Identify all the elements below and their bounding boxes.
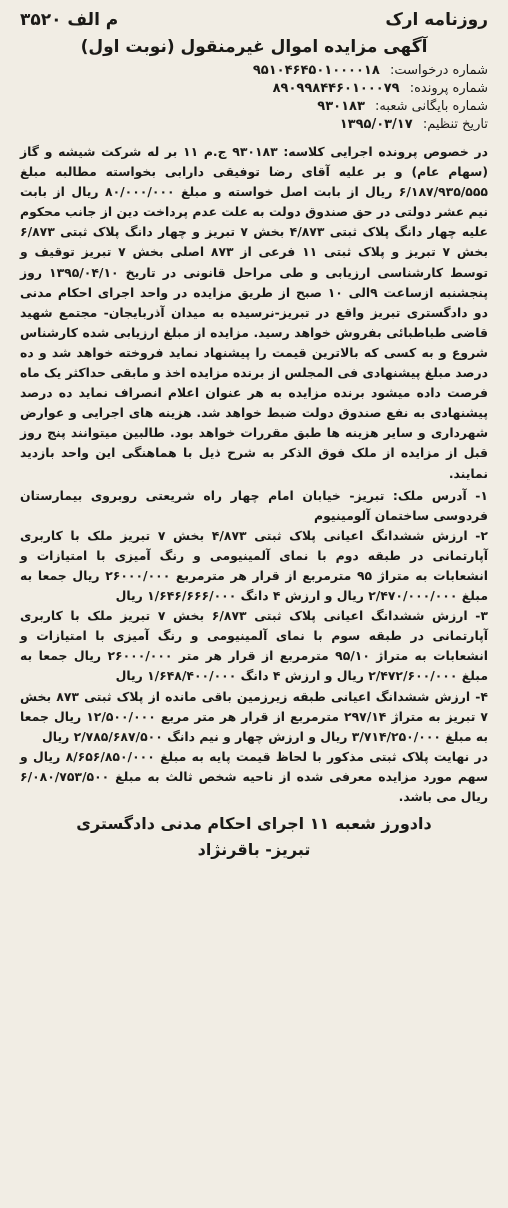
- property-item-address: ۱- آدرس ملک: تبریز- خیابان امام چهار راه شریعتی روبروی بیمارستان فردوسی ساختمان آلومینیوم: [20, 487, 488, 523]
- newspaper-name: روزنامه ارک: [385, 10, 488, 30]
- meta-date: [20, 116, 488, 134]
- body-paragraph: در خصوص پرونده اجرایی کلاسه: ۹۳۰۱۸۳ ج.م ۱۱ بر له شرکت شیشه و گاز (سهام عام) و بر علیه آقای رضا توفیقی دارابی بخواسته مطالبه مبلغ ۶/۱۸۷/۹۳۵/۵۵۵ ریال از بابت اصل خواسته و مبلغ ۸۰/۰۰۰/۰۰۰ ریال از بابت نیم عشر دولتی در حق صندوق دولت به علت عدم پرداخت دین از جانب محکوم علیه چهار دانگ پلاک ثبتی ۴/۸۷۳ بخش ۷ تبریز و چهار دانگ پلاک ثبتی ۶/۸۷۳ بخش ۷ تبریز و پلاک ثبتی ۱۱ فرعی از ۸۷۳ اصلی بخش ۷ تبریز توقیف و توسط کارشناسی ارزیابی و طی مراحل قانونی در تاریخ ۱۳۹۵/۰۴/۱۰ روز پنجشنبه ازساعت ۹الی ۱۰ صبح از طریق مزایده در واحد اجرای احکام مدنی دو دادگستری تبریز واقع در تبریز-نرسیده به میدان آذربایجان- مجتمع شهید قاضی طباطبائی بفروش خواهد رسید. مزایده از مبلغ ارزیابی شده کارشناس شروع و به کسی که بالاترین قیمت را پیشنهاد نماید فروخته خواهد شد و ده درصد مبلغ پیشنهادی فی المجلس از برنده مزایده اخذ و مابقی حداکثر یک ماه فرصت داده میشود برنده مزایده به هر عنوان اعلام انصراف نماید ده درصد پیشنهادی به نفع صندوق دولت ضبط خواهد شد. هزینه های اجرایی و عوارض شهرداری و سایر هزینه ها طبق مقررات خواهد بود. طالبین میتوانند پنج روز قبل از مزایده از ملک فوق الذکر به شرح ذیل با هماهنگی این واحد بازدید نمایند.: [20, 144, 489, 481]
- meta-value: ۹۵۱۰۴۶۴۵۰۱۰۰۰۰۱۸: [252, 63, 380, 78]
- meta-value: ۸۹۰۹۹۸۴۴۶۰۱۰۰۰۷۹: [272, 81, 400, 96]
- meta-label: شماره بایگانی شعبه:: [375, 99, 488, 114]
- meta-label: تاریخ تنظیم:: [422, 117, 488, 132]
- final-statement: در نهایت پلاک ثبتی مذکور با لحاظ قیمت پایه به مبلغ ۸/۶۵۶/۸۵۰/۰۰۰ ریال و سهم مورد مزایده معرفی شده از ناحیه شخص ثالث به مبلغ ۶/۰۸۰/۷۵۳/۵۰۰ ریال می باشد.: [20, 748, 489, 804]
- meta-case-number: [20, 80, 488, 98]
- meta-label: شماره درخواست:: [389, 63, 488, 78]
- signature-line-2: تبریز- باقرنژاد: [197, 840, 311, 860]
- header-row: [20, 6, 488, 34]
- issue-label: م الف ۳۵۲۰: [20, 10, 119, 30]
- signature-line-1: دادورز شعبه ۱۱ اجرای احکام مدنی دادگستری: [76, 814, 432, 834]
- meta-archive-number: [20, 98, 488, 116]
- signature-block: [20, 811, 488, 863]
- meta-value: ۱۳۹۵/۰۳/۱۷: [339, 117, 413, 132]
- notice-body: [20, 142, 488, 484]
- property-item-3: ۳- ارزش ششدانگ اعیانی پلاک ثبتی ۶/۸۷۳ بخش ۷ تبریز ملک با کاربری آپارتمانی در طبقه سوم با نمای آلمینیومی و رنگ آمیزی با امتیازات و انشعابات به متراژ ۹۵/۱۰ مترمربع از قرار هر متر ۲۶۰۰۰/۰۰۰ ریال جمعا به مبلغ ۲/۴۷۲/۶۰۰/۰۰۰ ریال و ارزش ۴ دانگ ۱/۶۴۸/۴۰۰/۰۰۰ ریال: [20, 608, 488, 684]
- property-item-4: ۴- ارزش ششدانگ اعیانی طبقه زیرزمین باقی مانده از پلاک ثبتی ۸۷۳ بخش ۷ تبریز به متراژ ۲۹۷/۱۴ مترمربع از قرار هر متر مربع ۱۲/۵۰۰/۰۰۰ ریال جمعا به مبلغ ۳/۷۱۴/۲۵۰/۰۰۰ ریال و ارزش چهار و نیم دانگ ۲/۷۸۵/۶۸۷/۵۰۰ ریال: [20, 688, 488, 744]
- meta-label: شماره پرونده:: [409, 81, 488, 96]
- property-item-2: ۲- ارزش ششدانگ اعیانی پلاک ثبتی ۴/۸۷۳ بخش ۷ تبریز ملک با کاربری آپارتمانی در طبقه دوم با نمای آلمینیومی و رنگ آمیزی با امتیازات و انشعابات به متراژ ۹۵ مترمربع از قرار هر مترمربع ۲۶۰۰۰/۰۰۰ ریال جمعا به مبلغ ۲/۴۷۰/۰۰۰/۰۰۰ ریال و ارزش ۴ دانگ ۱/۶۴۶/۶۶۶/۰۰۰ ریال: [20, 527, 489, 604]
- meta-value: ۹۳۰۱۸۳: [317, 99, 365, 114]
- property-list: [20, 486, 488, 747]
- meta-block: [20, 62, 488, 134]
- notice-title: آگهی مزایده اموال غیرمنقول (نوبت اول): [80, 37, 428, 57]
- meta-request-number: [20, 62, 488, 80]
